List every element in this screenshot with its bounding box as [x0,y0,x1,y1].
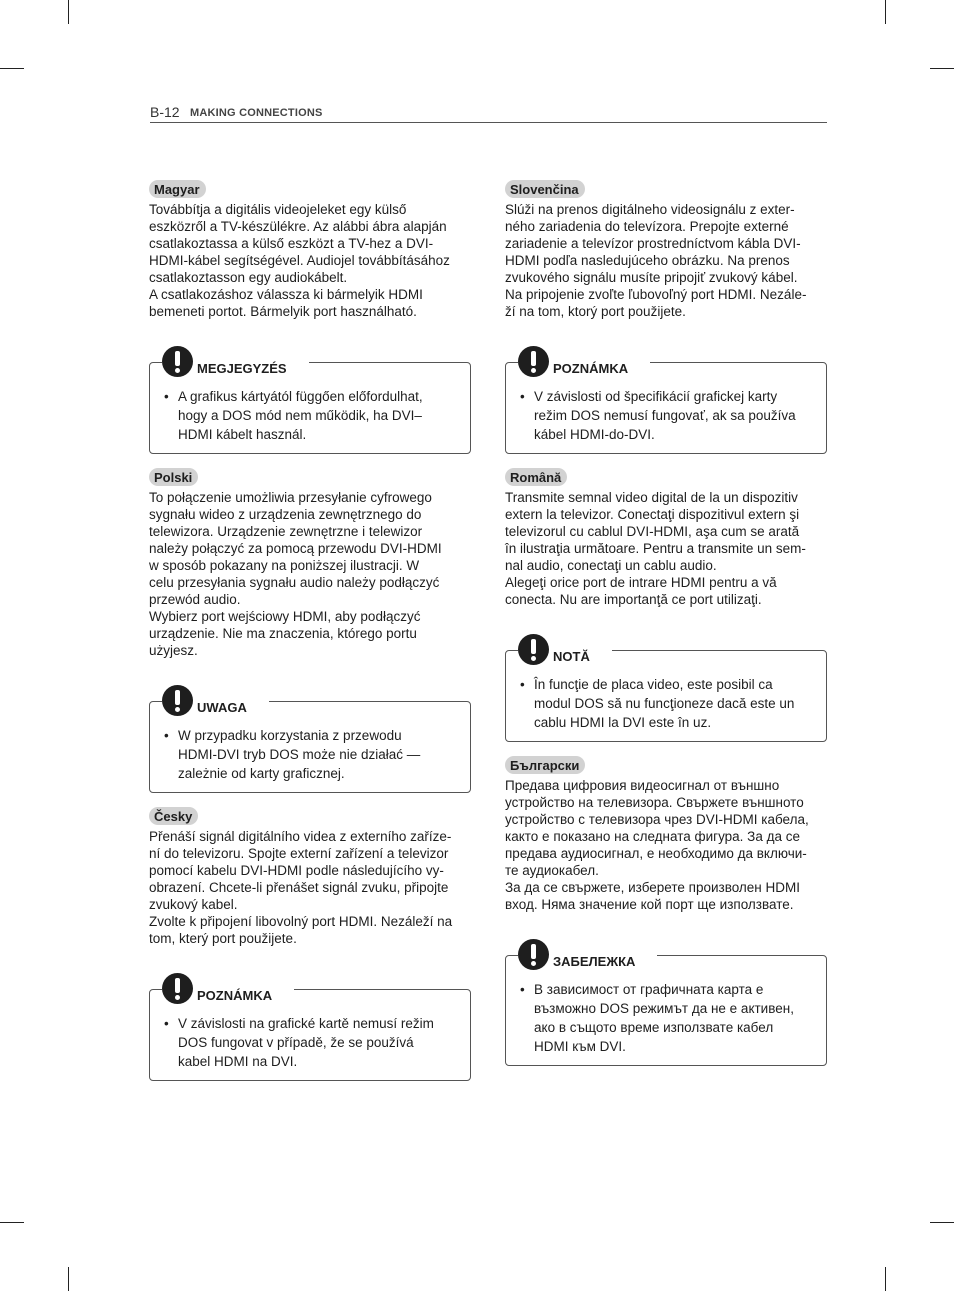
note-line: modul DOS să nu funcţioneze dacă este un [534,696,795,711]
body-line: urządzenie. Nie ma znaczenia, którego portu [149,626,417,641]
body-line: To połączenie umożliwia przesyłanie cyfrowego [149,490,432,505]
note-text [178,387,423,444]
note-text [178,726,420,783]
crop-mark [0,68,24,69]
body-line: както е показано на следната фигура. За да се [505,829,800,844]
body-line: Přenáší signál digitálního videa z externího zaříze- [149,829,452,844]
language-tag: Magyar [149,180,206,198]
body-line: HDMI podľa nasledujúceho obrázku. Na prenos [505,253,790,268]
note-header [518,341,650,377]
body-line: obrazení. Chcete-li přenášet signál zvuku, připojte [149,880,449,895]
body-line: A csatlakozáshoz válassza ki bármelyik HDMI [149,287,423,302]
body-line: w sposób pokazany na poniższej ilustracji. W [149,558,420,573]
body-line: zariadenie a televízor prostredníctvom kábla DVI- [505,236,801,251]
note-line: HDMI-DVI tryb DOS może nie działać — [178,747,421,762]
note-bullet [162,726,456,783]
note-line: kabel HDMI na DVI. [178,1054,298,1069]
bullet-icon: • [520,677,525,692]
language-tag: Polski [149,468,198,486]
body-line: conecta. Nu are importanţă ce port utilizaţi. [505,592,762,607]
body-line: bemeneti portot. Bármelyik port használható. [149,304,417,319]
body-line: HDMI-kábel segítségével. Audiojel továbbításához [149,253,450,268]
note-line: В зависимост от графичната карта е [534,982,764,997]
note-bullet [518,387,812,444]
crop-mark [68,1267,69,1291]
bullet-icon: • [520,982,525,997]
bullet-icon: • [164,389,169,404]
note-label: POZNÁMKA [553,361,629,376]
note-bullet [518,980,812,1056]
note-label: POZNÁMKA [197,988,273,1003]
body-paragraph [149,201,471,320]
exclamation-icon [162,346,193,377]
language-tag: Română [505,468,567,486]
note-box [505,362,827,454]
note-line: zależnie od karty graficznej. [178,766,345,781]
note-label: UWAGA [197,700,247,715]
exclamation-icon [518,634,549,665]
body-line: zvukový kabel. [149,897,238,912]
left-column [149,180,471,1081]
exclamation-icon [518,939,549,970]
body-line: Továbbítja a digitális videojeleket egy külső [149,202,407,217]
body-line: Zvolte k připojení libovolný port HDMI. Nezáleží na [149,914,453,929]
crop-mark [885,1267,886,1291]
body-line: użyjesz. [149,643,198,658]
crop-mark [0,1222,24,1223]
note-line: A grafikus kártyától függően előfordulhat, [178,389,423,404]
note-bullet [162,1014,456,1071]
body-line: Wybierz port wejściowy HDMI, aby podłączyć [149,609,421,624]
language-section [149,180,471,454]
language-tag: Česky [149,807,198,825]
note-text [534,387,796,444]
note-line: W przypadku korzystania z przewodu [178,728,402,743]
body-line: nal audio, conectaţi un cablu audio. [505,558,717,573]
note-header [162,341,309,377]
bullet-icon: • [164,728,169,743]
note-box [149,701,471,793]
exclamation-icon [518,346,549,377]
crop-mark [68,0,69,24]
note-box [149,362,471,454]
note-line: cablu HDMI la DVI este în uz. [534,715,712,730]
body-line: csatlakoztasson egy audiokábelt. [149,270,348,285]
note-line: ако в същото време използвате кабел [534,1020,774,1035]
note-box [149,989,471,1081]
body-line: tom, který port použijete. [149,931,297,946]
note-header [162,968,294,1004]
body-line: extern la televizor. Conectaţi dispozitivul extern şi [505,507,800,522]
body-line: csatlakoztassa a külső eszközt a TV-hez a DVI- [149,236,434,251]
note-label: MEGJEGYZÉS [197,361,287,376]
body-line: în ilustraţia următoare. Pentru a transmite un sem- [505,541,806,556]
page-number: B-12 [150,104,180,120]
note-line: DOS fungovat v případě, že se používá [178,1035,414,1050]
note-line: režim DOS nemusí fungovať, ak sa používa [534,408,796,423]
crop-mark [930,68,954,69]
body-line: sygnału wideo z urządzenia zewnętrznego do [149,507,422,522]
exclamation-icon [162,685,193,716]
note-bullet [518,675,812,732]
note-box [505,955,827,1066]
body-line: Предава цифровия видеосигнал от външно [505,778,780,793]
body-line: ní do televizoru. Spojte externí zařízení a televizor [149,846,449,861]
note-line: HDMI към DVI. [534,1039,626,1054]
body-line: устройство с телевизора чрез DVI-HDMI кабела, [505,812,809,827]
body-paragraph [149,828,471,947]
body-paragraph [149,489,471,659]
page-header [150,104,827,123]
note-line: În funcţie de placa video, este posibil ca [534,677,773,692]
language-section [505,468,827,742]
note-line: V závislosti od špecifikácií grafickej karty [534,389,778,404]
body-line: предава аудиосигнал, е необходимо да включи- [505,846,807,861]
note-header [518,629,612,665]
body-line: Slúži na prenos digitálneho videosignálu z exter- [505,202,795,217]
right-column [505,180,827,1066]
note-text [534,980,794,1056]
body-line: telewizora. Urządzenie zewnętrzne i telewizor [149,524,423,539]
body-line: За да се свържете, изберете произволен HDMI [505,880,801,895]
body-paragraph [505,201,827,320]
bullet-icon: • [164,1016,169,1031]
exclamation-icon [162,973,193,1004]
section-title: MAKING CONNECTIONS [190,107,323,119]
note-label: ЗАБЕЛЕЖКА [553,954,636,969]
body-line: przewód audio. [149,592,241,607]
note-label: NOTĂ [553,649,590,664]
body-line: Na pripojenie zvoľte ľubovoľný port HDMI. Nezále- [505,287,807,302]
body-line: eszközről a TV-készülékre. Az alábbi ábra alapján [149,219,447,234]
language-section [505,756,827,1066]
bullet-icon: • [520,389,525,404]
note-bullet [162,387,456,444]
body-line: ží na tom, ktorý port použijete. [505,304,686,319]
note-line: V závislosti na grafické kartě nemusí režim [178,1016,434,1031]
body-line: zvukového signálu musíte pripojiť zvukový kábel. [505,270,798,285]
body-line: należy połączyć za pomocą przewodu DVI-HDMI [149,541,442,556]
language-section [149,807,471,1081]
note-line: HDMI kábelt használ. [178,427,307,442]
body-line: те аудиокабел. [505,863,599,878]
body-line: ného zariadenia do televízora. Prepojte externé [505,219,789,234]
crop-mark [885,0,886,24]
body-line: pomocí kabelu DVI-HDMI podle následujícího vy- [149,863,444,878]
body-line: устройство на телевизора. Свържете външното [505,795,804,810]
note-header [518,934,657,970]
language-section [505,180,827,454]
language-section [149,468,471,793]
note-line: възможно DOS режимът да не е активен, [534,1001,794,1016]
language-tag: Slovenčina [505,180,585,198]
body-line: televizorul cu cablul DVI-HDMI, aşa cum se arată [505,524,800,539]
body-line: Transmite semnal video digital de la un dispozitiv [505,490,798,505]
body-line: Alegeţi orice port de intrare HDMI pentru a vă [505,575,777,590]
body-paragraph [505,489,827,608]
note-text [178,1014,434,1071]
body-line: celu przesyłania sygnału audio należy podłączyć [149,575,440,590]
note-box [505,650,827,742]
note-line: hogy a DOS mód nem működik, ha DVI– [178,408,422,423]
body-paragraph [505,777,827,913]
crop-mark [930,1222,954,1223]
note-header [162,680,269,716]
note-line: kábel HDMI-do-DVI. [534,427,655,442]
body-line: вход. Няма значение кой порт ще използвате. [505,897,794,912]
note-text [534,675,794,732]
language-tag: Български [505,756,585,774]
